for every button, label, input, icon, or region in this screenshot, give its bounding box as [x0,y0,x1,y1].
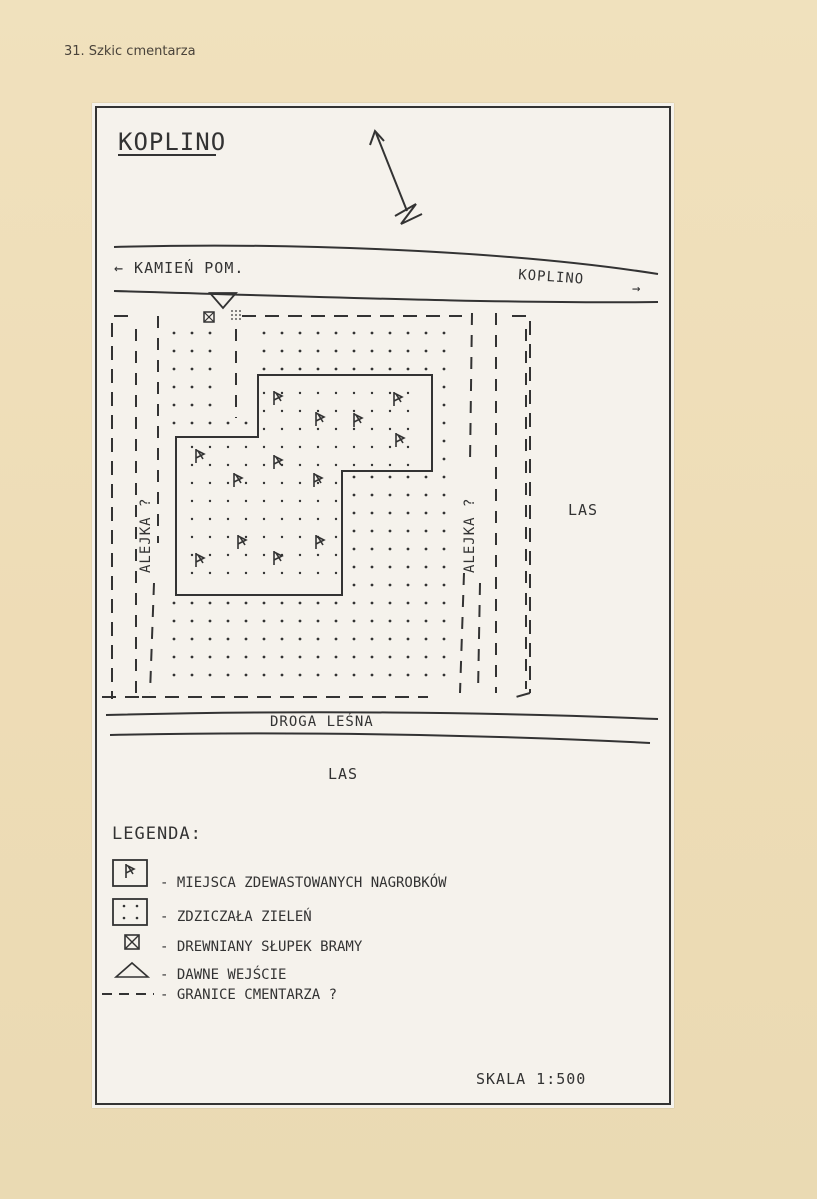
left-alley-label: ALEJKA ? [138,497,154,573]
road-arrow: → [632,281,641,297]
forest-label-right: LAS [568,501,599,519]
north-arrow-icon [370,131,422,224]
legend-title: LEGENDA: [112,824,202,844]
legend-label-greenery: - ZDZICZAŁA ZIELEŃ [160,909,312,925]
legend-grave-symbol-icon [113,860,147,886]
road-label-koplino: KOPLINO [517,267,585,288]
map-title: KOPLINO [118,128,227,156]
forest-label-bottom: LAS [328,765,359,783]
cemetery-sketch [92,103,674,1108]
legend-label-boundary: - GRANICE CMENTARZA ? [160,987,338,1003]
gate-dots [231,310,241,320]
road-label-kamien: ← KAMIEŃ POM. [114,259,245,277]
legend-label-graves: - MIEJSCA ZDEWASTOWANYCH NAGROBKÓW [160,875,447,891]
legend-label-gate-post: - DREWNIANY SŁUPEK BRAMY [160,939,363,955]
legend-dotted-symbol-icon [113,899,147,925]
scale-label: SKALA 1:500 [476,1070,587,1088]
road-label-droga-lesna: DROGA LEŚNA [270,714,374,730]
map-sheet [92,103,674,1108]
lower-road [106,712,658,743]
north-letter-icon [395,204,422,224]
legend-flag-icon [126,864,134,878]
legend-crossed-box-icon [125,935,139,949]
legend-label-old-entrance: - DAWNE WEJŚCIE [160,967,287,983]
legend-triangle-icon [116,963,148,977]
grave-marker-icon [126,864,134,878]
destroyed-graves-area [176,375,432,595]
figure-caption: 31. Szkic cmentarza [64,44,196,59]
gate-post-icon [204,312,214,322]
right-alley-label: ALEJKA ? [462,497,478,573]
